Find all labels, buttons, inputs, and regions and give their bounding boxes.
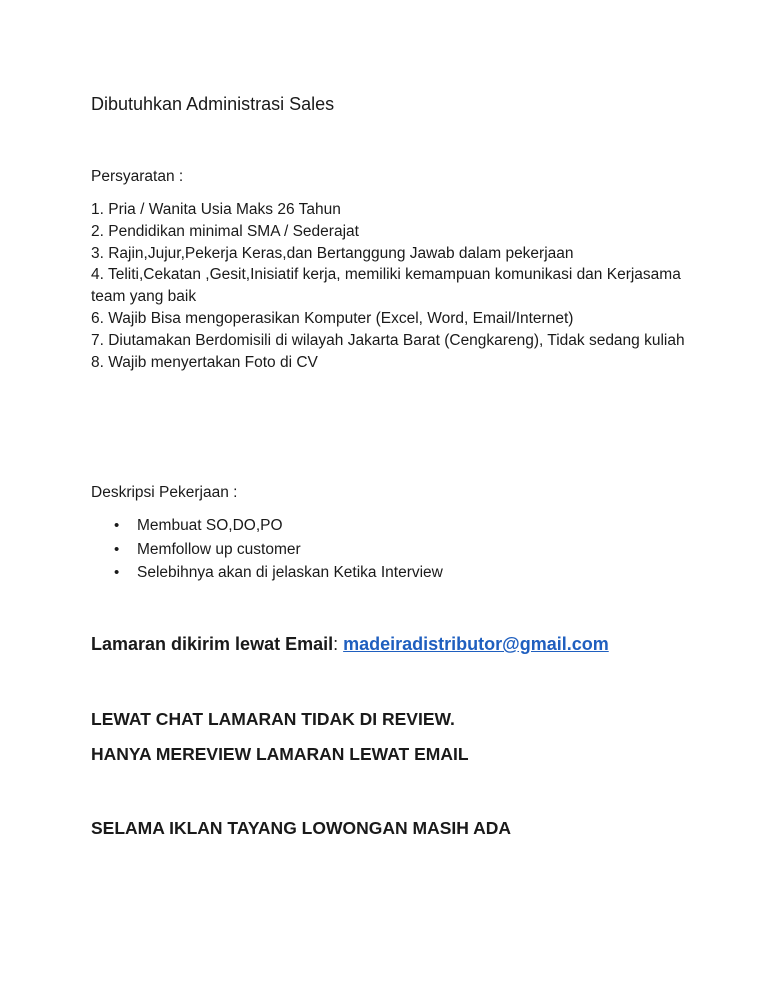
bullet-icon: •	[114, 540, 120, 558]
description-item	[91, 538, 443, 562]
email-line	[91, 631, 609, 657]
email-label: Lamaran dikirim lewat Email	[91, 634, 334, 654]
requirement-item: 1. Pria / Wanita Usia Maks 26 Tahun	[91, 201, 341, 218]
description-item	[91, 514, 443, 538]
requirement-item: 4. Teliti,Cekatan ,Gesit,Inisiatif kerja, memiliki kemampuan komunikasi dan Kerjasama team yang baik	[91, 266, 681, 306]
requirement-item: 3. Rajin,Jujur,Pekerja Keras,dan Bertanggung Jawab dalam pekerjaan	[91, 244, 574, 262]
requirements-heading: Persyaratan :	[91, 168, 184, 185]
bullet-icon: •	[114, 564, 120, 581]
description-text: Membuat SO,DO,PO	[137, 517, 283, 534]
email-separator: :	[333, 634, 344, 654]
bullet-icon: •	[114, 517, 120, 534]
description-heading: Deskripsi Pekerjaan :	[91, 484, 238, 501]
requirement-item: 2. Pendidikan minimal SMA / Sederajat	[91, 222, 359, 240]
notice-vacancy-open: SELAMA IKLAN TAYANG LOWONGAN MASIH ADA	[91, 818, 511, 838]
description-item	[91, 561, 443, 585]
notice-chat-not-reviewed: LEWAT CHAT LAMARAN TIDAK DI REVIEW.	[91, 709, 455, 729]
email-link[interactable]: madeiradistributor@gmail.com	[343, 634, 609, 654]
requirement-item: 7. Diutamakan Berdomisili di wilayah Jakarta Barat (Cengkareng), Tidak sedang kuliah	[91, 331, 685, 349]
job-title: Dibutuhkan Administrasi Sales	[91, 94, 335, 114]
description-text: Memfollow up customer	[137, 540, 301, 558]
description-text: Selebihnya akan di jelaskan Ketika Interview	[137, 564, 443, 581]
requirements-list	[91, 199, 691, 373]
description-list	[91, 514, 443, 585]
requirement-item: 8. Wajib menyertakan Foto di CV	[91, 353, 318, 371]
requirement-item: 6. Wajib Bisa mengoperasikan Komputer (Excel, Word, Email/Internet)	[91, 309, 574, 327]
notice-email-only: HANYA MEREVIEW LAMARAN LEWAT EMAIL	[91, 744, 469, 764]
